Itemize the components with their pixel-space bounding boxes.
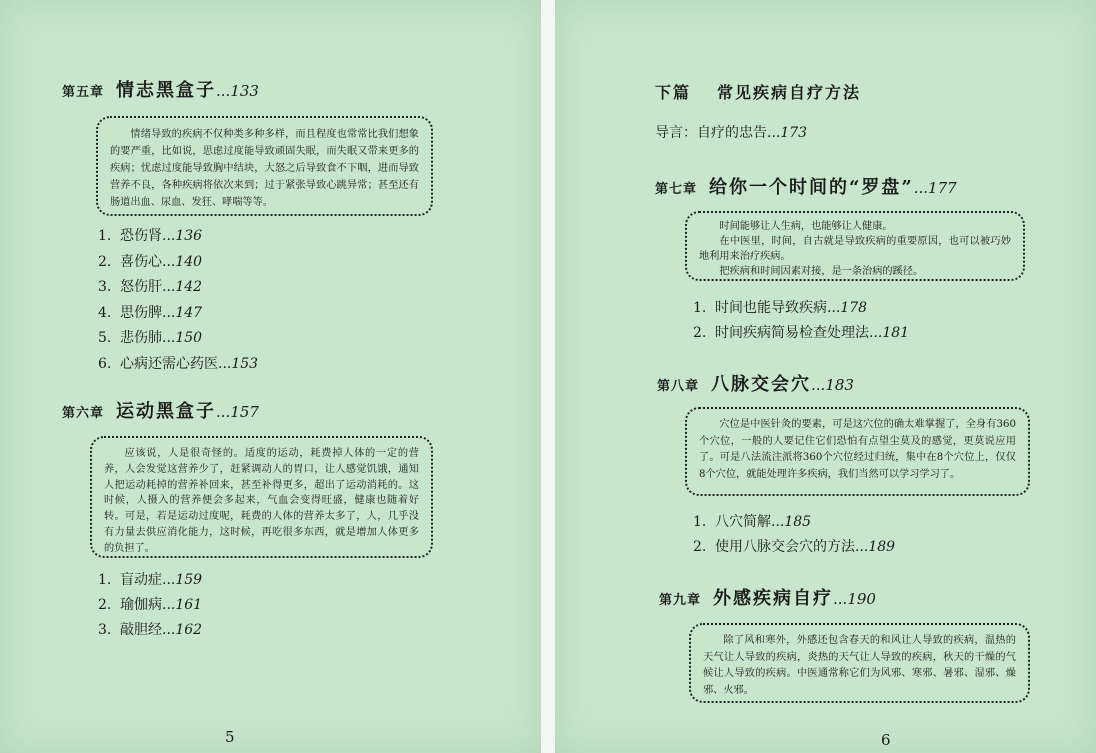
- left-page: [0, 0, 541, 753]
- chapter-9-heading: [659, 584, 876, 610]
- chapter-title: 给你一个时间的“罗盘”: [709, 177, 914, 198]
- chapter-number: 第五章: [62, 85, 105, 100]
- book-gutter: [541, 0, 555, 753]
- chapter-title: 情志黑盒子: [116, 80, 217, 101]
- toc-item[interactable]: 3. 怒伤肝...142: [98, 279, 203, 296]
- chapter-page: ...157: [216, 403, 259, 421]
- chapter-title: 运动黑盒子: [116, 401, 217, 422]
- chapter-8-section-list: [693, 510, 895, 560]
- part-title: 常见疾病自疗方法: [717, 83, 862, 102]
- toc-item[interactable]: 1. 盲动症...159: [98, 572, 203, 588]
- page-number: 6: [881, 731, 891, 749]
- part-number: 下篇: [655, 83, 692, 102]
- right-page: [555, 0, 1096, 753]
- toc-item[interactable]: 1. 时间也能导致疾病...178: [693, 300, 868, 316]
- chapter-6-section-list: [98, 568, 202, 643]
- toc-item[interactable]: 1. 八穴简解...185: [693, 514, 812, 530]
- chapter-5-heading: [62, 76, 259, 102]
- chapter-number: 第七章: [655, 182, 698, 197]
- toc-item[interactable]: 6. 心病还需心药医...153: [98, 355, 259, 372]
- chapter-7-section-list: [693, 296, 909, 346]
- toc-item[interactable]: 2. 时间疾病简易检查处理法...181: [693, 325, 910, 341]
- chapter-title: 八脉交会穴: [711, 374, 812, 395]
- toc-item[interactable]: 5. 悲伤肺...150: [98, 330, 203, 347]
- chapter-5-section-list: [98, 224, 258, 378]
- chapter-number: 第九章: [659, 593, 702, 608]
- box-line: 时间能够让人生病，也能够让人健康。: [719, 221, 893, 232]
- chapter-number: 第八章: [657, 379, 700, 394]
- toc-item[interactable]: 4. 思伤脾...147: [98, 304, 203, 321]
- toc-item[interactable]: 2. 喜伤心...140: [98, 253, 203, 270]
- chapter-5-summary-box: 情绪导致的疾病不仅种类多种多样，而且程度也常常比我们想象的要严重，比如说，思虑过度能导致顽固失眠，而失眠又带来更多的疾病；忧虑过度能导致胸中结块，大怒之后导致食不下咽，进而导致营养不良，各种疾病将依次来到；过于紧张导致心跳异常；甚至还有肠道出血、尿血、发狂、哮喘等等。: [96, 116, 433, 216]
- chapter-page: ...183: [811, 376, 854, 394]
- box-line: 在中医里，时间，自古就是导致疾病的重要原因，也可以被巧妙地利用来治疗疾病。: [699, 236, 1011, 262]
- chapter-9-summary-box: 除了风和寒外，外感还包含春天的和风让人导致的疾病，温热的天气让人导致的疾病，炎热的天气让人导致的疾病，秋天的干燥的气候让人导致的疾病。中医通常称它们为风邪、寒邪、暑邪、湿邪、燥邪、火邪。: [689, 623, 1030, 703]
- box-line: 把疾病和时间因素对接，是一条治病的蹊径。: [719, 266, 924, 277]
- chapter-page: ...133: [216, 82, 259, 100]
- chapter-6-heading: [62, 397, 259, 423]
- intro-entry[interactable]: 导言：自疗的忠告...173: [655, 125, 808, 141]
- chapter-7-summary-box: [685, 211, 1025, 281]
- chapter-7-heading: [655, 173, 957, 199]
- chapter-page: ...177: [913, 179, 957, 197]
- toc-item[interactable]: 1. 恐伤肾...136: [98, 228, 203, 244]
- chapter-8-heading: [657, 370, 854, 396]
- chapter-page: ...190: [833, 590, 876, 608]
- page-number: 5: [225, 728, 235, 746]
- chapter-8-summary-box: 穴位是中医针灸的要素，可是这穴位的确太难掌握了，全身有360个穴位，一般的人要记住它们恐怕有点望尘莫及的感觉，更莫说应用了。可是八法流注派将360个穴位经过归统，集中在8个穴位上，仅仅8个穴位，就能处理许多疾病，我们当然可以学习学习了。: [685, 407, 1030, 496]
- chapter-title: 外感疾病自疗: [713, 588, 834, 609]
- toc-item[interactable]: 2. 瑜伽病...161: [98, 597, 203, 613]
- part-heading: [655, 80, 861, 103]
- chapter-6-summary-box: 应该说，人是很奇怪的。适度的运动，耗费掉人体的一定的营养，人会发觉这营养少了，赶紧调动人的胃口，让人感觉饥饿，通知人把运动耗掉的营养补回来，甚至补得更多，超出了运动消耗的。这时候，人摄入的营养便会多起来，气血会变得旺盛，健康也随着好转。可是，若是运动过度呢，耗费的人体的营养太多了，人，几乎没有力量去供应消化能力，这时候，再吃很多东西，就是增加人体更多的负担了。: [90, 436, 433, 558]
- toc-item[interactable]: 2. 使用八脉交会穴的方法...189: [693, 539, 896, 555]
- toc-item[interactable]: 3. 敲胆经...162: [98, 622, 203, 638]
- chapter-number: 第六章: [62, 406, 105, 421]
